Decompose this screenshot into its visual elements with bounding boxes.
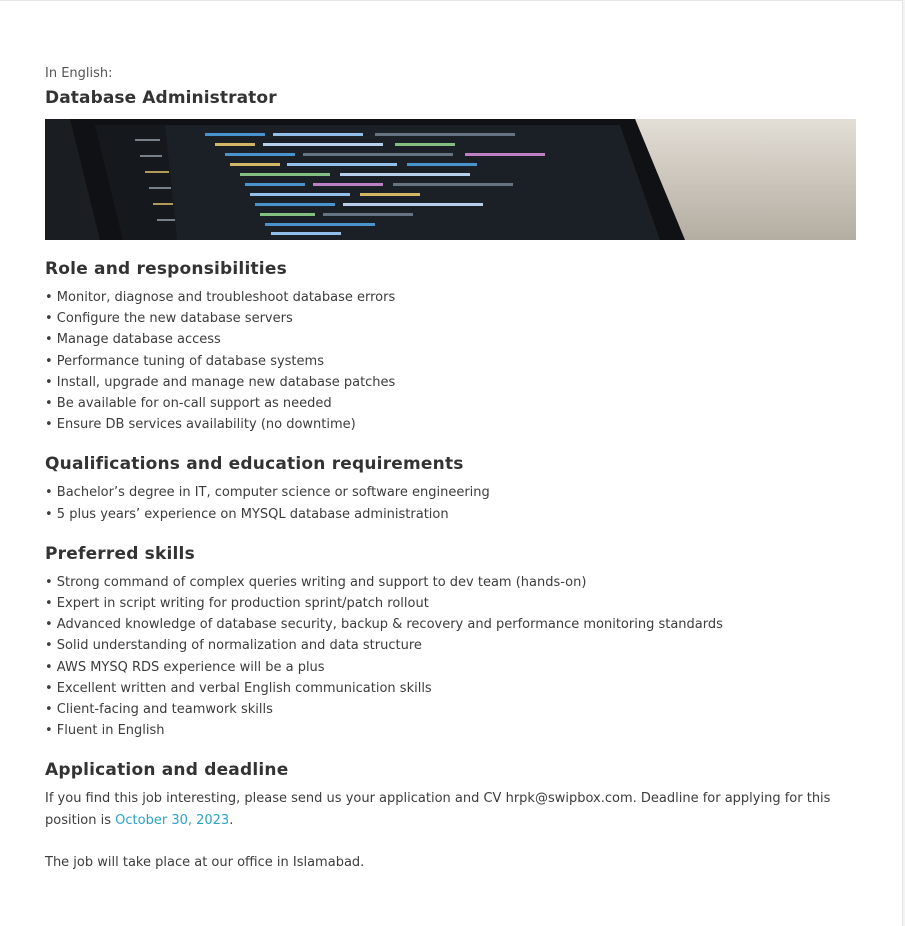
application-paragraph	[45, 788, 857, 831]
skills-heading: Preferred skills	[45, 543, 195, 564]
qualifications-list	[45, 482, 857, 524]
list-item: • Advanced knowledge of database security, backup & recovery and performance monitoring standards	[45, 617, 723, 633]
skills-section	[45, 542, 857, 742]
list-item: • Client-facing and teamwork skills	[45, 702, 273, 718]
list-item: • Install, upgrade and manage new database patches	[45, 374, 396, 390]
application-heading: Application and deadline	[45, 760, 289, 781]
application-text: If you find this job interesting, please send us your application and CV hrpk@swipbox.com. Deadline for applying for this position is	[45, 791, 831, 828]
list-item: • Excellent written and verbal English communication skills	[45, 680, 432, 696]
list-item: • Monitor, diagnose and troubleshoot database errors	[45, 290, 396, 305]
list-item: • Performance tuning of database systems	[45, 353, 324, 369]
laptop-with-code-icon	[45, 119, 856, 240]
roles-list	[45, 287, 857, 435]
list-item: • Fluent in English	[45, 723, 165, 739]
application-text-end: .	[229, 812, 234, 828]
language-label: In English:	[45, 66, 113, 81]
list-item: • AWS MYSQ RDS experience will be a plus	[45, 659, 325, 675]
roles-heading: Role and responsibilities	[45, 259, 287, 279]
qualifications-heading: Qualifications and education requirements	[45, 454, 464, 475]
job-title: Database Administrator	[45, 88, 277, 108]
list-item: • Expert in script writing for production sprint/patch rollout	[45, 596, 429, 612]
roles-section	[45, 257, 857, 435]
location-text: The job will take place at our office in Islamabad.	[45, 855, 365, 871]
list-item: • Manage database access	[45, 332, 221, 348]
job-content	[45, 65, 857, 874]
list-item: • 5 plus years’ experience on MYSQL database administration	[45, 506, 449, 522]
hero-image	[45, 119, 856, 240]
skills-list	[45, 572, 857, 742]
list-item: • Solid understanding of normalization and data structure	[45, 638, 422, 654]
list-item: • Be available for on-call support as needed	[45, 396, 332, 412]
application-section	[45, 758, 857, 874]
list-item: • Configure the new database servers	[45, 311, 293, 327]
deadline-link[interactable]: October 30, 2023	[115, 812, 230, 828]
list-item: • Bachelor’s degree in IT, computer science or software engineering	[45, 485, 490, 501]
list-item: • Ensure DB services availability (no downtime)	[45, 417, 356, 433]
list-item: • Strong command of complex queries writing and support to dev team (hands-on)	[45, 574, 587, 590]
qualifications-section	[45, 452, 857, 524]
